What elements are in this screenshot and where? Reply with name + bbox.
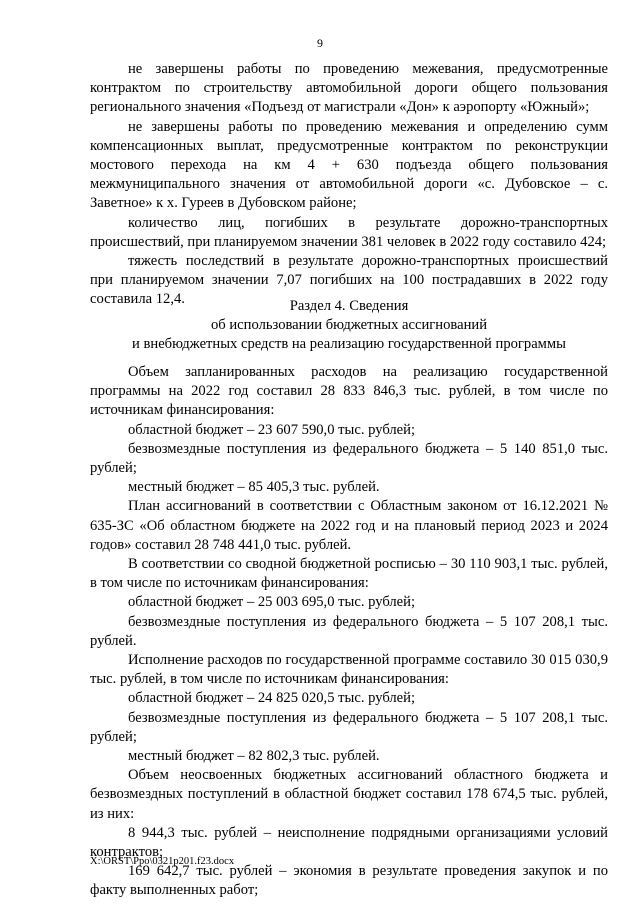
page-number: 9 (317, 36, 323, 50)
paragraph-execution-total: Исполнение расходов по государственной программе составило 30 015 030,9 тыс. рублей, в том числе по источникам финансирования: (90, 652, 608, 688)
paragraph-planned-total: Объем запланированных расходов на реализацию государственной программы на 2022 год составил 28 833 846,3 тыс. рублей, в том числе по источникам финансирования: (90, 364, 608, 419)
paragraph-federal-executed: безвозмездные поступления из федерального бюджета – 5 107 208,1 тыс. рублей; (90, 709, 608, 745)
paragraph-fatalities: количество лиц, погибших в результате дорожно-транспортных происшествий, при планируемом значении 381 человек в 2022 году составило 424; (90, 214, 608, 250)
paragraph-severity: тяжесть последствий в результате дорожно-транспортных происшествий при планируемом значении 7,07 погибших на 100 пострадавших в 2022 году составила 12,4. (90, 253, 608, 308)
section-heading (90, 297, 608, 355)
paragraph-bridge-contract: не завершены работы по проведению межевания и определению сумм компенсационных выплат, предусмотренные контрактом по реконструкции мостового перехода на км 4 + 630 подъезда общего пользования межмуниципального значения от автомобильной дороги «с. Дубовское – с. Заветное» к х. Гуреев в Дубовском районе; (90, 118, 608, 212)
results-list (90, 60, 608, 310)
paragraph-federal-schedule: безвозмездные поступления из федерального бюджета – 5 107 208,1 тыс. рублей. (90, 613, 608, 649)
paragraph-unspent-total: Объем неосвоенных бюджетных ассигнований областного бюджета и безвозмездных поступлений в областной бюджет составил 178 674,5 тыс. рублей, из них: (90, 767, 608, 822)
paragraph-regional-budget-schedule: областной бюджет – 25 003 695,0 тыс. рублей; (128, 594, 416, 611)
paragraph-local-planned: местный бюджет – 85 405,3 тыс. рублей. (128, 479, 380, 496)
file-path-footer: X:\ORST\Ppo\0321p201.f23.docx (90, 856, 235, 867)
budget-section (90, 363, 608, 901)
paragraph-unspent-savings: 169 642,7 тыс. рублей – экономия в результате проведения закупок и по факту выполненных работ; (90, 863, 608, 899)
section-heading-line-2: об использовании бюджетных ассигнований (211, 317, 487, 334)
paragraph-unspent-contractors: 8 944,3 тыс. рублей – неисполнение подрядными организациями условий контрактов; (90, 824, 608, 861)
paragraph-local-executed: местный бюджет – 82 802,3 тыс. рублей. (128, 748, 380, 765)
paragraph-regional-budget-executed: областной бюджет – 24 825 020,5 тыс. рублей; (128, 690, 416, 707)
paragraph-consolidated-schedule: В соответствии со сводной бюджетной росписью – 30 110 903,1 тыс. рублей, в том числе по источникам финансирования: (90, 556, 608, 592)
paragraph-survey-contract: не завершены работы по проведению межевания, предусмотренные контрактом по строительству автомобильной дороги общего пользования регионального значения «Подъезд от магистрали «Дон» к аэропорту «Южный»; (90, 61, 608, 116)
paragraph-regional-budget-planned: областной бюджет – 23 607 590,0 тыс. рублей; (128, 421, 416, 438)
section-heading-line-3: и внебюджетных средств на реализацию государственной программы (132, 336, 566, 353)
paragraph-law-allocation: План ассигнований в соответствии с Областным законом от 16.12.2021 № 635-ЗС «Об областном бюджете на 2022 год и на плановый период 2023 и 2024 годов» составил 28 748 441,0 тыс. рублей. (90, 498, 608, 553)
paragraph-federal-planned: безвозмездные поступления из федерального бюджета – 5 140 851,0 тыс. рублей; (90, 440, 608, 477)
section-heading-line-1: Раздел 4. Сведения (289, 298, 409, 314)
